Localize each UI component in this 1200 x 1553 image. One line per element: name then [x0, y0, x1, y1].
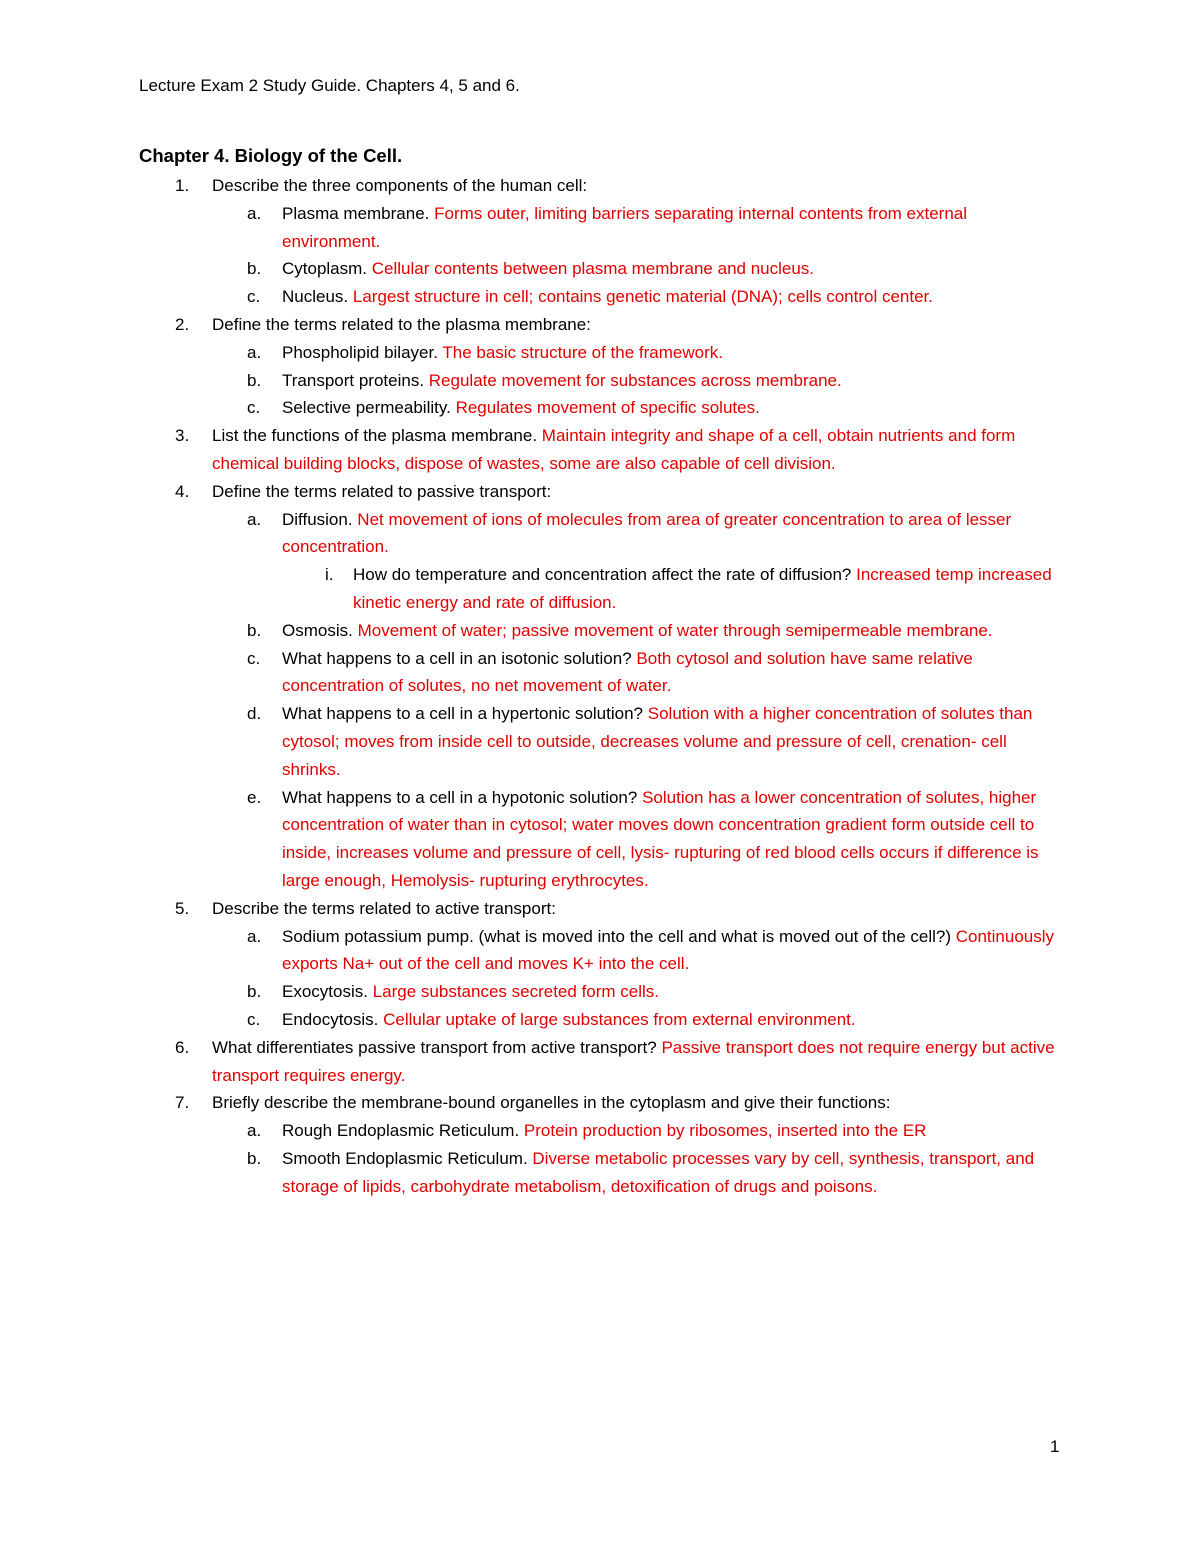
list-item [139, 645, 1069, 701]
list-item [139, 478, 1069, 506]
item-marker: 3. [175, 426, 190, 446]
question-text: Define the terms related to passive transport: [212, 481, 552, 501]
list-item [139, 617, 1069, 645]
page-number: 1 [1050, 1437, 1060, 1456]
item-marker: b. [247, 620, 262, 640]
item-marker: c. [247, 287, 261, 307]
question-text: Describe the three components of the human cell: [212, 176, 588, 195]
list-item [139, 700, 1069, 783]
item-marker: d. [247, 704, 262, 724]
list-item [139, 561, 1069, 617]
answer-text: Continuously exports Na+ out of the cell and moves K+ into the cell. [282, 926, 1055, 974]
question-text: Diffusion. [282, 509, 353, 529]
list-item [139, 200, 1069, 256]
item-marker: c. [247, 1009, 261, 1029]
list-item [139, 1006, 1069, 1034]
question-text: Define the terms related to the plasma membrane: [212, 314, 591, 334]
item-marker: e. [247, 787, 262, 807]
answer-text: The basic structure of the framework. [442, 342, 723, 362]
list-item [139, 394, 1069, 422]
question-text: Endocytosis. [282, 1009, 379, 1029]
question-text: List the functions of the plasma membrane. [212, 426, 538, 446]
document-title: Lecture Exam 2 Study Guide. Chapters 4, 5 and 6. [139, 76, 520, 95]
item-marker: a. [247, 342, 262, 362]
question-text: Nucleus. [282, 287, 349, 307]
answer-text: Regulates movement of specific solutes. [455, 398, 760, 418]
answer-text: Cellular uptake of large substances from external environment. [383, 1009, 856, 1029]
item-marker: 4. [175, 481, 190, 501]
question-text: What happens to a cell in an isotonic solution? [282, 648, 632, 668]
question-text: Osmosis. [282, 620, 353, 640]
item-marker: a. [247, 509, 262, 529]
item-marker: c. [247, 398, 261, 418]
list-item [139, 506, 1069, 562]
list-item [139, 978, 1069, 1006]
item-marker: 2. [175, 314, 190, 334]
item-marker: c. [247, 648, 261, 668]
answer-text: Largest structure in cell; contains genetic material (DNA); cells control center. [352, 287, 934, 307]
question-list [139, 172, 1069, 1200]
question-text: Phospholipid bilayer. [282, 342, 438, 362]
answer-text: Regulate movement for substances across membrane. [428, 370, 842, 390]
list-item [139, 283, 1069, 311]
list-item [139, 422, 1069, 478]
item-marker: b. [247, 982, 262, 1002]
answer-text: Protein production by ribosomes, inserted into the ER [523, 1121, 927, 1141]
answer-text: Forms outer, limiting barriers separating internal contents from external environment. [282, 203, 968, 251]
item-marker: 1. [175, 176, 190, 195]
list-item [139, 1034, 1069, 1090]
question-text: Transport proteins. [282, 370, 425, 390]
item-marker: 5. [175, 898, 190, 918]
item-marker: b. [247, 370, 262, 390]
list-item [139, 339, 1069, 367]
question-text: What differentiates passive transport from active transport? [212, 1037, 657, 1057]
item-marker: 6. [175, 1037, 190, 1057]
item-marker: 7. [175, 1093, 190, 1113]
list-item [139, 172, 1069, 200]
list-item [139, 784, 1069, 895]
list-item [139, 1089, 1069, 1117]
list-item [139, 1145, 1069, 1201]
answer-text: Diverse metabolic processes vary by cell, synthesis, transport, and storage of lipids, carbohydrate metabolism, detoxification of drugs and poisons. [282, 1148, 1035, 1196]
answer-text: Maintain integrity and shape of a cell, obtain nutrients and form chemical building blocks, dispose of wastes, some are also capable of cell division. [212, 426, 1016, 473]
question-text: What happens to a cell in a hypotonic solution? [282, 787, 638, 807]
answer-text: Cellular contents between plasma membrane and nucleus. [371, 259, 815, 279]
item-marker: a. [247, 926, 262, 946]
answer-text: Large substances secreted form cells. [372, 982, 660, 1002]
question-text: What happens to a cell in a hypertonic solution? [282, 704, 644, 724]
question-text: Exocytosis. [282, 982, 368, 1002]
item-marker: b. [247, 259, 262, 279]
answer-text: Passive transport does not require energy but active transport requires energy. [212, 1037, 1055, 1085]
question-text: How do temperature and concentration affect the rate of diffusion? [353, 565, 852, 585]
list-item [139, 255, 1069, 283]
item-marker: a. [247, 1121, 262, 1141]
answer-text: Net movement of ions of molecules from area of greater concentration to area of lesser concentration. [282, 509, 1012, 557]
item-marker: b. [247, 1148, 262, 1168]
list-item [139, 923, 1069, 979]
answer-text: Solution has a lower concentration of solutes, higher concentration of water than in cytosol; water moves down concentration gradient form outside cell to inside, increases volume and pressure of cell, lysis- rupturing of red blood cells occurs if difference is large enough, Hemolysis- rupturing erythrocytes. [282, 787, 1039, 890]
list-item [139, 895, 1069, 923]
list-item [139, 1117, 1069, 1145]
answer-text: Solution with a higher concentration of solutes than cytosol; moves from inside cell to outside, decreases volume and pressure of cell, crenation- cell shrinks. [282, 704, 1033, 779]
list-item [139, 367, 1069, 395]
question-text: Sodium potassium pump. (what is moved into the cell and what is moved out of the cell?) [282, 926, 952, 946]
question-text: Rough Endoplasmic Reticulum. [282, 1121, 520, 1141]
question-text: Briefly describe the membrane-bound organelles in the cytoplasm and give their functions: [212, 1093, 891, 1113]
item-marker: i. [325, 565, 334, 585]
question-text: Describe the terms related to active transport: [212, 898, 556, 918]
item-marker: a. [247, 203, 262, 223]
list-item [139, 311, 1069, 339]
chapter-heading: Chapter 4. Biology of the Cell. [139, 145, 403, 166]
answer-text: Increased temp increased kinetic energy and rate of diffusion. [353, 565, 1052, 612]
question-text: Plasma membrane. [282, 203, 430, 223]
answer-text: Movement of water; passive movement of water through semipermeable membrane. [357, 620, 993, 640]
question-text: Selective permeability. [282, 398, 451, 418]
question-text: Cytoplasm. [282, 259, 368, 279]
answer-text: Both cytosol and solution have same relative concentration of solutes, no net movement of water. [282, 648, 973, 696]
question-text: Smooth Endoplasmic Reticulum. [282, 1148, 528, 1168]
